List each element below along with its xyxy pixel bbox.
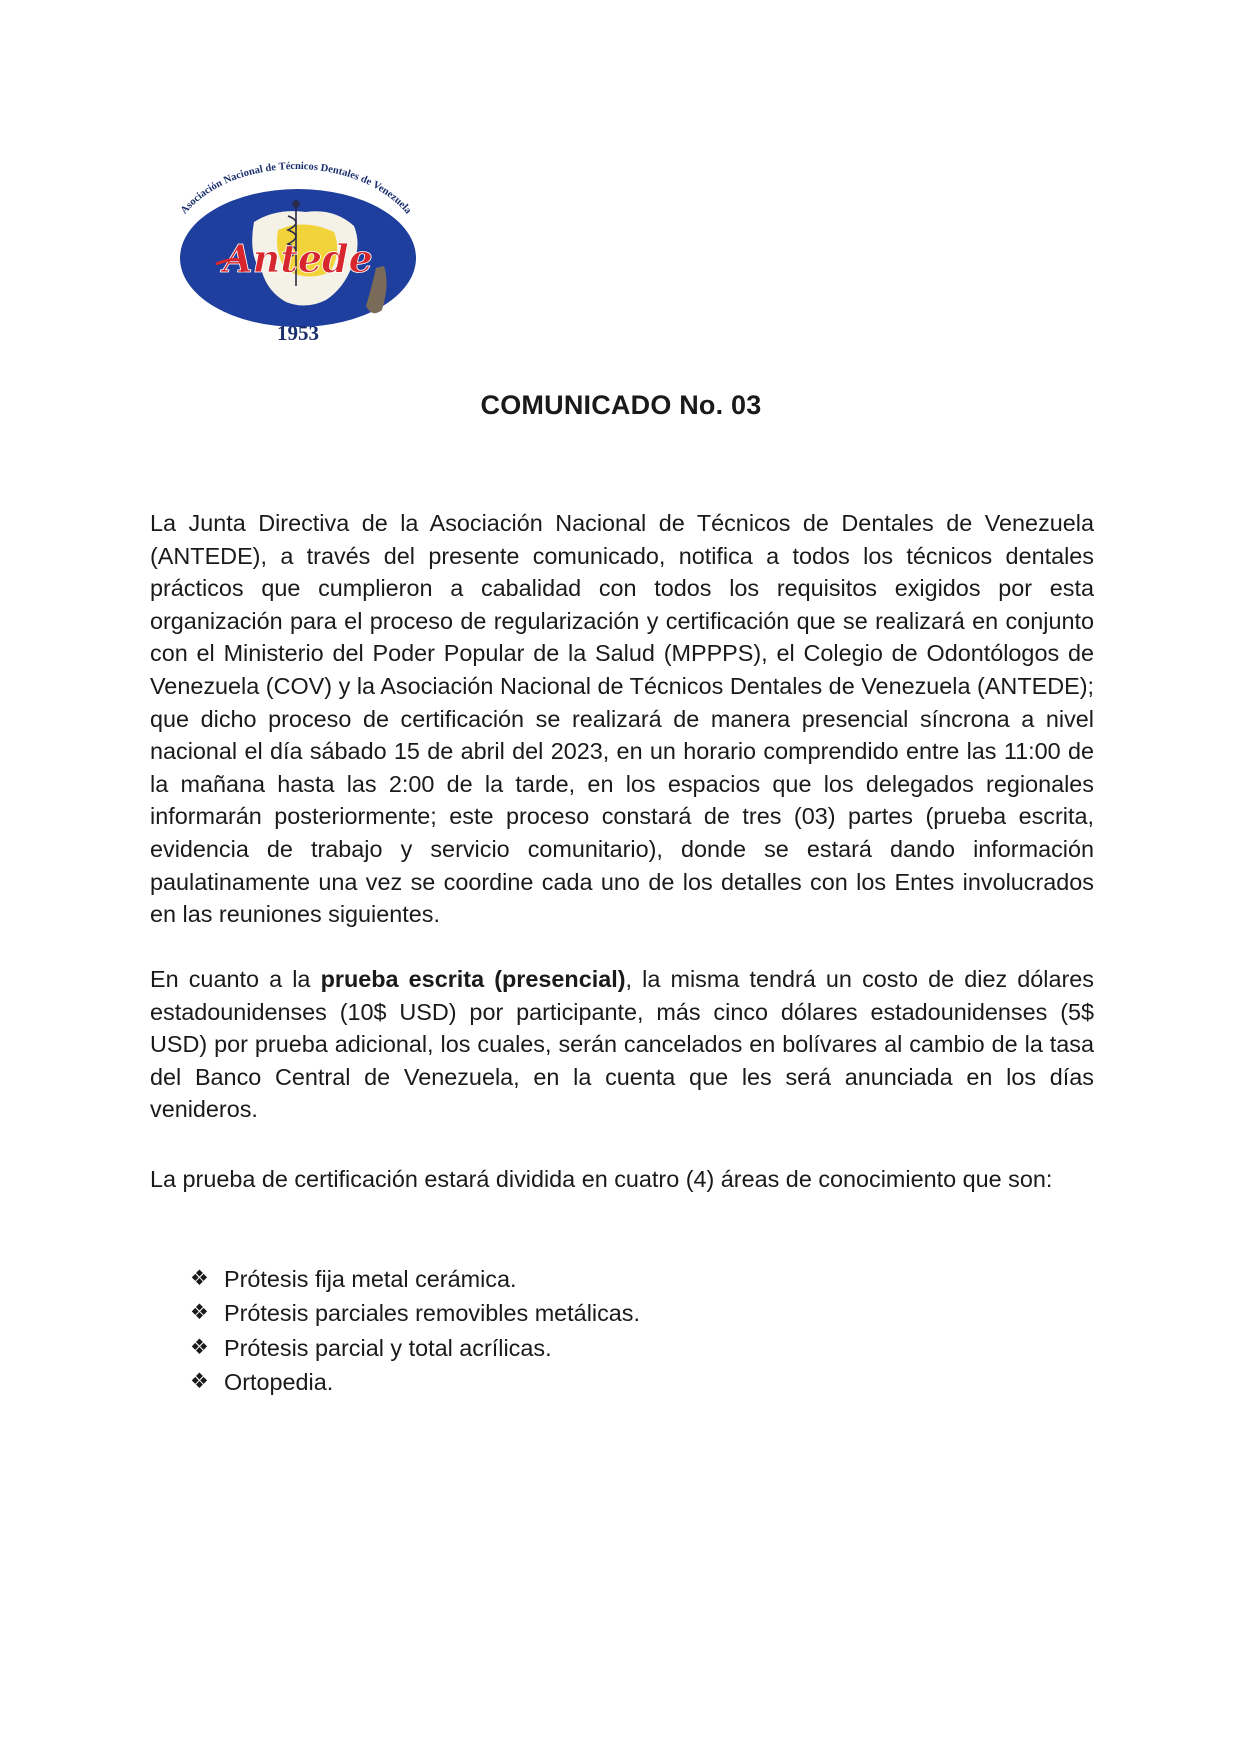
- diamond-bullet-icon: ❖: [190, 1369, 209, 1393]
- cost-paragraph-lead: En cuanto a la: [150, 966, 321, 992]
- intro-paragraph: La Junta Directiva de la Asociación Nacional de Técnicos de Dentales de Venezuela (ANTEDE), a través del presente comunicado, notifica a todos los técnicos dentales prácticos que cumplieron a cabalidad con todos los requisitos exigidos por esta organización para el proceso de regularización y certificación que se realizará en conjunto con el Ministerio del Poder Popular de la Salud (MPPPS), el Colegio de Odontólogos de Venezuela (COV) y la Asociación Nacional de Técnicos Dentales de Venezuela (ANTEDE); que dicho proceso de certificación se realizará de manera presencial síncrona a nivel nacional el día sábado 15 de abril del 2023, en un horario comprendido entre las 11:00 de la mañana hasta las 2:00 de la tarde, en los espacios que los delegados regionales informarán posteriormente; este proceso constará de tres (03) partes (prueba escrita, evidencia de trabajo y servicio comunitario), donde se estará dando información paulatinamente una vez se coordine cada uno de los detalles con los Entes involucrados en las reuniones siguientes.: [150, 510, 1094, 928]
- diamond-bullet-icon: ❖: [190, 1335, 209, 1359]
- areas-intro-paragraph: La prueba de certificación estará dividida en cuatro (4) áreas de conocimiento que son:: [150, 1166, 1053, 1192]
- logo-year: 1953: [277, 321, 319, 344]
- diamond-bullet-icon: ❖: [190, 1267, 209, 1290]
- list-item: [190, 1296, 640, 1330]
- list-item: [190, 1365, 640, 1399]
- list-item: [190, 1262, 640, 1296]
- list-item-text: Prótesis fija metal cerámica.: [224, 1266, 517, 1292]
- diamond-bullet-icon: ❖: [190, 1301, 209, 1325]
- cost-paragraph-rest: , la misma tendrá un costo de diez dólares estadounidenses (10$ USD) por participante, más cinco dólares estadounidenses (5$ USD) por prueba adicional, los cuales, serán cancelados en bolívares al cambio de la tasa del Banco Central de Venezuela, en la cuenta que les será anunciada en los días venideros.: [150, 966, 1094, 1123]
- cost-paragraph-bold: prueba escrita (presencial): [320, 966, 626, 992]
- antede-logo: [158, 160, 434, 344]
- list-item: [190, 1331, 640, 1365]
- document-title: COMUNICADO No. 03: [480, 390, 762, 420]
- knowledge-areas-list: [190, 1262, 640, 1399]
- list-item-text: Ortopedia.: [224, 1368, 334, 1395]
- logo-brand-text: Antede: [223, 236, 373, 281]
- list-item-text: Prótesis parciales removibles metálicas.: [224, 1300, 640, 1327]
- list-item-text: Prótesis parcial y total acrílicas.: [224, 1334, 552, 1361]
- cost-paragraph: [150, 963, 1094, 1126]
- logo-arc-text: Asociación Nacional de Técnicos Dentales de Venezuela: [178, 160, 414, 217]
